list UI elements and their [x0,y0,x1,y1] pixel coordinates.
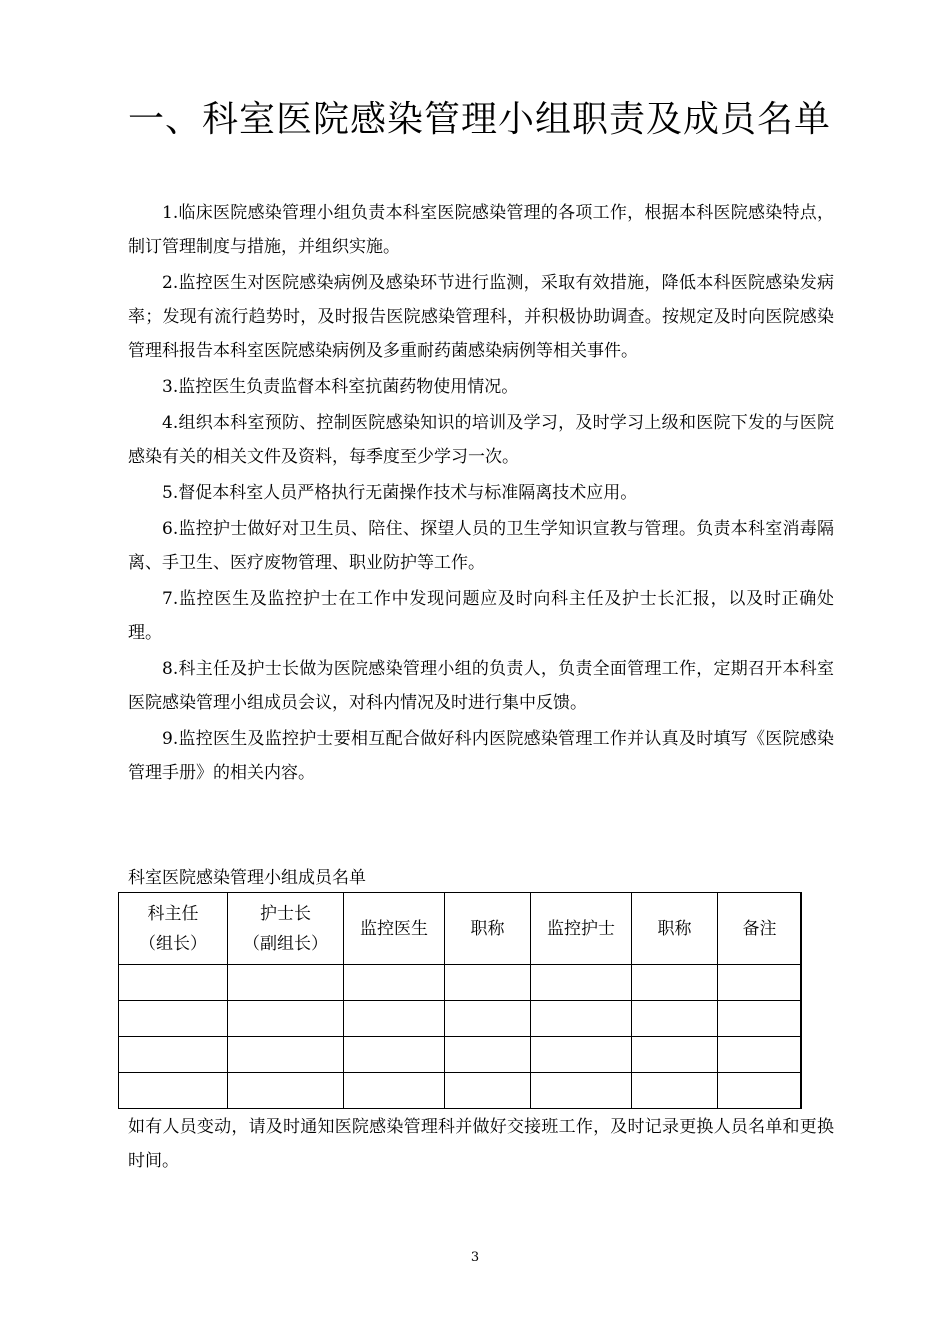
table-cell [228,1001,344,1037]
duty-item: 4.组织本科室预防、控制医院感染知识的培训及学习，及时学习上级和医院下发的与医院感染有关的相关文件及资料，每季度至少学习一次。 [128,413,834,467]
table-row [119,1001,802,1037]
duty-item: 3.监控医生负责监督本科室抗菌药物使用情况。 [162,377,519,397]
table-cell [119,1001,228,1037]
table-row [119,965,802,1001]
table-cell [228,1037,344,1073]
header-nurse-title: 职称 [632,893,718,965]
header-line: 科主任 [147,903,199,924]
duty-item: 9.监控医生及监控护士要相互配合做好科内医院感染管理工作并认真及时填写《医院感染管理手册》的相关内容。 [128,729,834,783]
table-cell [119,965,228,1001]
header-line: （组长） [139,933,207,954]
duty-item: 1.临床医院感染管理小组负责本科室医院感染管理的各项工作，根据本科医院感染特点，制订管理制度与措施，并组织实施。 [128,203,834,257]
change-note: 如有人员变动，请及时通知医院感染管理科并做好交接班工作，及时记录更换人员名单和更换时间。 [128,1117,834,1171]
table-cell [531,1073,632,1109]
table-cell [119,1073,228,1109]
table-cell [445,1073,531,1109]
table-cell [344,1037,445,1073]
table-cell [119,1037,228,1073]
table-border-edge [800,892,802,1108]
table-cell [531,1037,632,1073]
page-number: 3 [470,1250,480,1265]
table-cell [632,965,718,1001]
table-cell [445,965,531,1001]
table-cell [632,1001,718,1037]
table-row [119,1037,802,1073]
members-table [118,892,802,1109]
table-row [119,1073,802,1109]
duty-item: 8.科主任及护士长做为医院感染管理小组的负责人，负责全面管理工作，定期召开本科室医院感染管理小组成员会议，对科内情况及时进行集中反馈。 [128,659,834,713]
header-doctor-title: 职称 [445,893,531,965]
header-line: （副组长） [243,933,328,954]
table-cell [344,1001,445,1037]
header-line: 护士长 [260,903,311,924]
header-head-nurse [228,893,344,965]
page-title: 一、科室医院感染管理小组职责及成员名单 [128,99,832,140]
table-cell [718,1001,802,1037]
table-cell [344,965,445,1001]
table-cell [632,1073,718,1109]
table-header-row [119,893,802,965]
header-remarks: 备注 [718,893,802,965]
duty-item: 7.监控医生及监控护士在工作中发现问题应及时向科主任及护士长汇报，以及时正确处理。 [128,589,834,643]
duty-item: 2.监控医生对医院感染病例及感染环节进行监测，采取有效措施，降低本科医院感染发病率；发现有流行趋势时，及时报告医院感染管理科，并积极协助调查。按规定及时向医院感染管理科报告本科室医院感染病例及多重耐药菌感染病例等相关事件。 [128,273,834,361]
duties-list [128,196,834,792]
table-cell [531,965,632,1001]
table-cell [632,1037,718,1073]
table-caption: 科室医院感染管理小组成员名单 [128,868,366,888]
table-cell [228,965,344,1001]
duty-item: 6.监控护士做好对卫生员、陪住、探望人员的卫生学知识宣教与管理。负责本科室消毒隔离、手卫生、医疗废物管理、职业防护等工作。 [128,519,834,573]
table-cell [228,1073,344,1109]
table-cell [718,1037,802,1073]
table-cell [344,1073,445,1109]
table-cell [445,1001,531,1037]
table-cell [531,1001,632,1037]
table-cell [718,1073,802,1109]
duty-item: 5.督促本科室人员严格执行无菌操作技术与标准隔离技术应用。 [162,483,638,503]
header-department-head [119,893,228,965]
table-cell [718,965,802,1001]
table-cell [445,1037,531,1073]
header-monitor-nurse: 监控护士 [531,893,632,965]
header-monitor-doctor: 监控医生 [344,893,445,965]
